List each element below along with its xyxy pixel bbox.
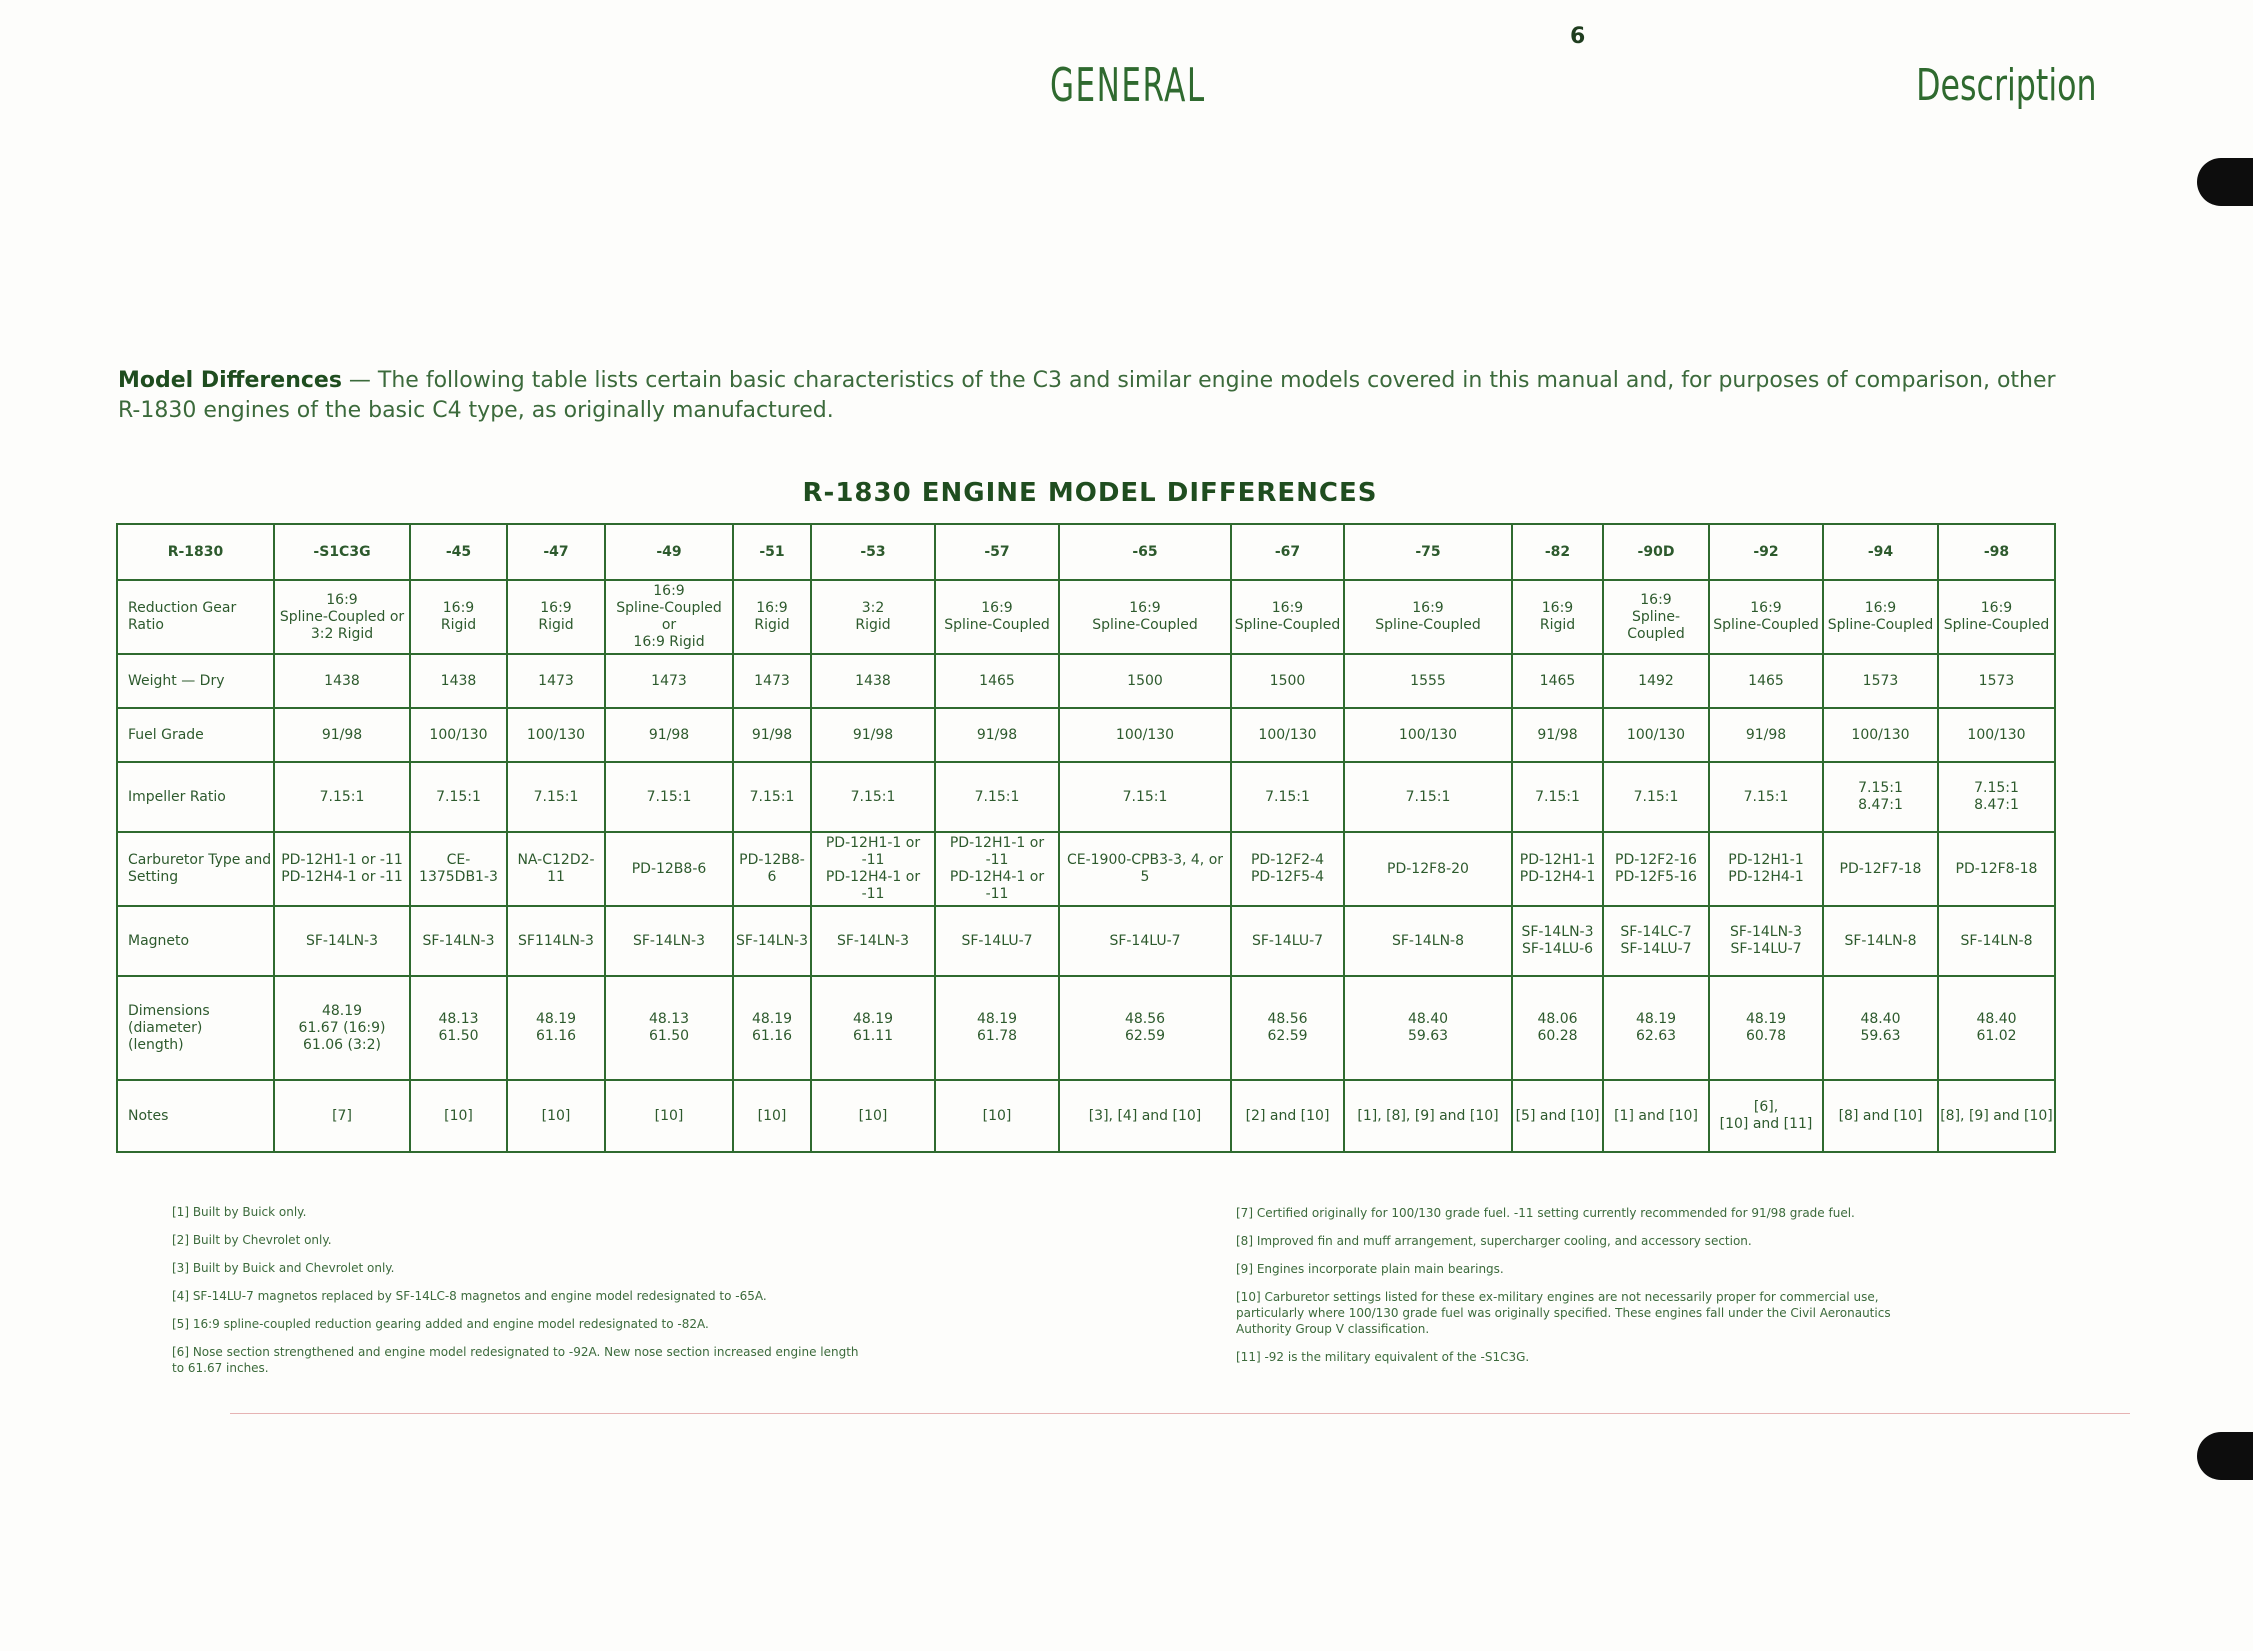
model-differences-table (116, 523, 2056, 1153)
table-row (117, 762, 2055, 832)
footnotes-left (172, 1204, 992, 1388)
table-cell: 48.40 61.02 (1938, 976, 2055, 1080)
table-cell: [10] (605, 1080, 733, 1152)
column-header-model: -47 (507, 524, 605, 580)
table-cell: 16:9 Spline-Coupled (1344, 580, 1512, 654)
footnote: [8] Improved fin and muff arrangement, supercharger cooling, and accessory section. (1236, 1234, 1752, 1248)
table-cell: 7.15:1 (811, 762, 935, 832)
table-cell: 48.19 61.67 (16:9) 61.06 (3:2) (274, 976, 410, 1080)
table-cell: [10] (507, 1080, 605, 1152)
column-header-model: -57 (935, 524, 1059, 580)
intro-lead: Model Differences (118, 368, 342, 393)
table-cell: SF-14LU-7 (1059, 906, 1231, 976)
table-cell: 1473 (733, 654, 811, 708)
table-cell: 7.15:1 (1512, 762, 1603, 832)
table-cell: 7.15:1 (274, 762, 410, 832)
row-label: Notes (117, 1080, 274, 1152)
page-heading: Description (1916, 60, 2097, 111)
table-cell: SF-14LN-3 SF-14LU-7 (1709, 906, 1823, 976)
footnote: [7] Certified originally for 100/130 grade fuel. -11 setting currently recommended for 91/98 grade fuel. (1236, 1206, 1855, 1220)
table-cell: 100/130 (1344, 708, 1512, 762)
footnote: [2] Built by Chevrolet only. (172, 1233, 332, 1247)
table-cell: PD-12F7-18 (1823, 832, 1938, 906)
table-row (117, 580, 2055, 654)
column-header-model: -65 (1059, 524, 1231, 580)
table-cell: SF-14LN-3 (274, 906, 410, 976)
table-cell: [3], [4] and [10] (1059, 1080, 1231, 1152)
table-cell: 100/130 (1823, 708, 1938, 762)
table-cell: SF-14LN-8 (1938, 906, 2055, 976)
table-cell: 1555 (1344, 654, 1512, 708)
table-cell: 48.56 62.59 (1231, 976, 1344, 1080)
binding-hole-mark (2197, 158, 2253, 206)
column-header-model: -92 (1709, 524, 1823, 580)
table-cell: 16:9 Spline-Coupled (1938, 580, 2055, 654)
table-cell: [8] and [10] (1823, 1080, 1938, 1152)
binding-hole-mark (2197, 1432, 2253, 1480)
page-number: 6 (1570, 24, 1586, 49)
table-cell: 7.15:1 (1344, 762, 1512, 832)
table-cell: SF-14LU-7 (1231, 906, 1344, 976)
table-cell: 1473 (605, 654, 733, 708)
column-header-model: -51 (733, 524, 811, 580)
table-cell: 91/98 (811, 708, 935, 762)
row-label: Reduction Gear Ratio (117, 580, 274, 654)
table-cell: 48.19 61.78 (935, 976, 1059, 1080)
table-cell: 16:9 Spline-Coupled (1709, 580, 1823, 654)
table-cell: 16:9 Rigid (410, 580, 507, 654)
table-cell: PD-12H1-1 or -11 PD-12H4-1 or -11 (935, 832, 1059, 906)
table-cell: 1438 (811, 654, 935, 708)
table-cell: 91/98 (733, 708, 811, 762)
table-cell: 100/130 (507, 708, 605, 762)
table-cell: PD-12F2-4 PD-12F5-4 (1231, 832, 1344, 906)
table-cell: 48.19 61.11 (811, 976, 935, 1080)
column-header-model: -82 (1512, 524, 1603, 580)
table-title: R-1830 ENGINE MODEL DIFFERENCES (802, 478, 1378, 508)
table-row (117, 976, 2055, 1080)
intro-paragraph (118, 366, 2078, 426)
column-header-model: -49 (605, 524, 733, 580)
table-cell: 48.40 59.63 (1823, 976, 1938, 1080)
table-cell: [1] and [10] (1603, 1080, 1709, 1152)
table-cell: PD-12F2-16 PD-12F5-16 (1603, 832, 1709, 906)
table-cell: 16:9 Spline-Coupled (1231, 580, 1344, 654)
table-cell: 16:9 Rigid (507, 580, 605, 654)
table-cell: CE-1900-CPB3-3, 4, or 5 (1059, 832, 1231, 906)
table-cell: [10] (410, 1080, 507, 1152)
table-cell: 100/130 (1603, 708, 1709, 762)
column-header-model: -45 (410, 524, 507, 580)
intro-text: — The following table lists certain basic characteristics of the C3 and similar engine models covered in this manual and, for purposes of comparison, other R-1830 engines of the basic C4 type, as originally manufactured. (118, 368, 2056, 423)
footnote: [9] Engines incorporate plain main bearings. (1236, 1262, 1504, 1276)
table-cell: 48.13 61.50 (410, 976, 507, 1080)
column-header-model: -90D (1603, 524, 1709, 580)
table-cell: [10] (811, 1080, 935, 1152)
table-cell: 16:9 Spline-Coupled or 16:9 Rigid (605, 580, 733, 654)
column-header-engine: R-1830 (117, 524, 274, 580)
table-cell: 48.19 61.16 (733, 976, 811, 1080)
table-cell: 16:9 Rigid (1512, 580, 1603, 654)
footnotes-right (1236, 1205, 1996, 1377)
table-cell: 91/98 (1512, 708, 1603, 762)
table-cell: [8], [9] and [10] (1938, 1080, 2055, 1152)
table-cell: 7.15:1 8.47:1 (1823, 762, 1938, 832)
table-cell: 48.19 61.16 (507, 976, 605, 1080)
column-header-model: -67 (1231, 524, 1344, 580)
footnote: [10] Carburetor settings listed for these ex-military engines are not necessarily proper for commercial use, particularly where 100/130 grade fuel was originally specified. These engines fall under the Civil Aeronautics Authority Group V classification. (1236, 1290, 1891, 1336)
footnote: [1] Built by Buick only. (172, 1205, 307, 1219)
table-cell: NA-C12D2-11 (507, 832, 605, 906)
table-cell: SF114LN-3 (507, 906, 605, 976)
table-cell: 3:2 Rigid (811, 580, 935, 654)
footnote: [5] 16:9 spline-coupled reduction gearing added and engine model redesignated to -82A. (172, 1317, 709, 1331)
table-cell: SF-14LN-3 (605, 906, 733, 976)
table-cell: 91/98 (274, 708, 410, 762)
table-cell: 7.15:1 (1709, 762, 1823, 832)
table-cell: 1465 (935, 654, 1059, 708)
table-body (117, 524, 2055, 1152)
table-cell: 1500 (1059, 654, 1231, 708)
table-cell: 48.19 60.78 (1709, 976, 1823, 1080)
column-header-model: -75 (1344, 524, 1512, 580)
table-cell: 1500 (1231, 654, 1344, 708)
table-cell: 1465 (1512, 654, 1603, 708)
table-cell: PD-12F8-18 (1938, 832, 2055, 906)
table-cell: 16:9 Spline-Coupled (1823, 580, 1938, 654)
table-cell: [7] (274, 1080, 410, 1152)
row-label: Dimensions (diameter) (length) (117, 976, 274, 1080)
table-cell: 91/98 (1709, 708, 1823, 762)
table-cell: 48.40 59.63 (1344, 976, 1512, 1080)
table-cell: 1573 (1823, 654, 1938, 708)
table-cell: [10] (733, 1080, 811, 1152)
table-cell: SF-14LN-3 SF-14LU-6 (1512, 906, 1603, 976)
table-cell: 1465 (1709, 654, 1823, 708)
column-header-model: -S1C3G (274, 524, 410, 580)
table-cell: 16:9 Spline-Coupled (1603, 580, 1709, 654)
row-label: Carburetor Type and Setting (117, 832, 274, 906)
table-cell: 7.15:1 (507, 762, 605, 832)
table-row (117, 906, 2055, 976)
table-cell: 91/98 (605, 708, 733, 762)
table-cell: 16:9 Spline-Coupled (1059, 580, 1231, 654)
table-cell: PD-12B8-6 (733, 832, 811, 906)
table-cell: PD-12F8-20 (1344, 832, 1512, 906)
footnote: [6] Nose section strengthened and engine model redesignated to -92A. New nose section increased engine length to 61.67 inches. (172, 1345, 859, 1375)
row-label: Fuel Grade (117, 708, 274, 762)
table-row (117, 1080, 2055, 1152)
table-cell: [6], [10] and [11] (1709, 1080, 1823, 1152)
footnote: [3] Built by Buick and Chevrolet only. (172, 1261, 395, 1275)
table-cell: 1438 (274, 654, 410, 708)
footnote: [11] -92 is the military equivalent of the -S1C3G. (1236, 1350, 1530, 1364)
table-cell: 7.15:1 (1231, 762, 1344, 832)
table-cell: PD-12B8-6 (605, 832, 733, 906)
table-cell: 91/98 (935, 708, 1059, 762)
table-cell: 48.56 62.59 (1059, 976, 1231, 1080)
column-header-model: -53 (811, 524, 935, 580)
table-header-row (117, 524, 2055, 580)
table-cell: PD-12H1-1 or -11 PD-12H4-1 or -11 (811, 832, 935, 906)
table-cell: 100/130 (1231, 708, 1344, 762)
table-cell: 7.15:1 (733, 762, 811, 832)
table-cell: [1], [8], [9] and [10] (1344, 1080, 1512, 1152)
table-cell: [10] (935, 1080, 1059, 1152)
table-cell: 7.15:1 (1059, 762, 1231, 832)
table-cell: 1573 (1938, 654, 2055, 708)
table-cell: 1492 (1603, 654, 1709, 708)
column-header-model: -94 (1823, 524, 1938, 580)
footnote: [4] SF-14LU-7 magnetos replaced by SF-14LC-8 magnetos and engine model redesignated to -65A. (172, 1289, 767, 1303)
table-cell: SF-14LN-8 (1823, 906, 1938, 976)
table-cell: PD-12H1-1 PD-12H4-1 (1709, 832, 1823, 906)
table-row (117, 832, 2055, 906)
table-cell: 48.06 60.28 (1512, 976, 1603, 1080)
table-cell: 100/130 (410, 708, 507, 762)
row-label: Impeller Ratio (117, 762, 274, 832)
row-label: Weight — Dry (117, 654, 274, 708)
table-cell: SF-14LN-3 (410, 906, 507, 976)
table-cell: 7.15:1 (1603, 762, 1709, 832)
table-cell: [5] and [10] (1512, 1080, 1603, 1152)
table-cell: PD-12H1-1 PD-12H4-1 (1512, 832, 1603, 906)
table-cell: CE-1375DB1-3 (410, 832, 507, 906)
table-cell: 1438 (410, 654, 507, 708)
table-cell: 7.15:1 (605, 762, 733, 832)
table-cell: SF-14LU-7 (935, 906, 1059, 976)
table-cell: 7.15:1 8.47:1 (1938, 762, 2055, 832)
section-header: GENERAL (1050, 58, 1206, 112)
table-row (117, 654, 2055, 708)
table-row (117, 708, 2055, 762)
table-cell: 16:9 Spline-Coupled or 3:2 Rigid (274, 580, 410, 654)
column-header-model: -98 (1938, 524, 2055, 580)
table-cell: 16:9 Spline-Coupled (935, 580, 1059, 654)
table-cell: PD-12H1-1 or -11 PD-12H4-1 or -11 (274, 832, 410, 906)
table-cell: 48.19 62.63 (1603, 976, 1709, 1080)
table-cell: 48.13 61.50 (605, 976, 733, 1080)
table-cell: 100/130 (1938, 708, 2055, 762)
table-cell: 100/130 (1059, 708, 1231, 762)
table-cell: [2] and [10] (1231, 1080, 1344, 1152)
table-cell: SF-14LN-3 (811, 906, 935, 976)
table-cell: 16:9 Rigid (733, 580, 811, 654)
table-cell: SF-14LN-3 (733, 906, 811, 976)
table-cell: 1473 (507, 654, 605, 708)
table-cell: SF-14LC-7 SF-14LU-7 (1603, 906, 1709, 976)
row-label: Magneto (117, 906, 274, 976)
bottom-rule (230, 1413, 2130, 1414)
table-cell: 7.15:1 (935, 762, 1059, 832)
table-cell: SF-14LN-8 (1344, 906, 1512, 976)
table-cell: 7.15:1 (410, 762, 507, 832)
